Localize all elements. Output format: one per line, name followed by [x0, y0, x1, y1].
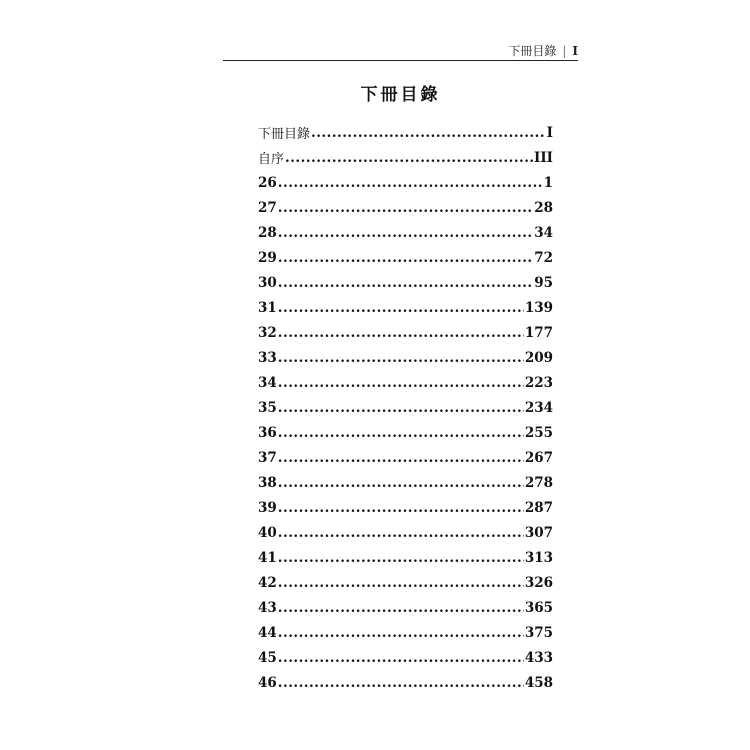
toc-entry-label: 27 [258, 199, 277, 216]
toc-leader-dots [278, 650, 524, 666]
toc-entry [258, 395, 553, 420]
toc-leader-dots [278, 500, 524, 516]
toc-leader-dots [278, 350, 524, 366]
toc-entry [258, 195, 553, 220]
toc-entry-label: 31 [258, 299, 277, 316]
toc-entry-page-number: 177 [524, 324, 553, 341]
toc-entry-label: 43 [258, 599, 277, 616]
toc-leader-dots [278, 425, 524, 441]
toc-entry-page-number: 307 [524, 524, 553, 541]
table-of-contents [258, 120, 553, 695]
page-title: 下冊目錄 [360, 85, 441, 105]
toc-entry-label: 29 [258, 249, 277, 266]
toc-entry [258, 320, 553, 345]
toc-leader-dots [311, 125, 546, 141]
toc-leader-dots [278, 275, 533, 291]
toc-entry-page-number: 234 [524, 399, 553, 416]
toc-leader-dots [278, 200, 533, 216]
toc-entry-page-number: 255 [524, 424, 553, 441]
running-header-title: 下冊目錄 [508, 44, 557, 58]
toc-entry-label: 34 [258, 374, 277, 391]
toc-entry-page-number: 209 [524, 349, 553, 366]
toc-leader-dots [278, 450, 524, 466]
toc-leader-dots [278, 375, 524, 391]
toc-entry-label: 36 [258, 424, 277, 441]
toc-entry-label: 38 [258, 474, 277, 491]
running-header-separator: | [562, 43, 567, 58]
toc-entry [258, 645, 553, 670]
toc-leader-dots [278, 475, 524, 491]
toc-leader-dots [278, 575, 524, 591]
toc-entry-page-number: III [534, 149, 553, 166]
toc-leader-dots [278, 625, 524, 641]
toc-entry [258, 470, 553, 495]
toc-leader-dots [278, 250, 533, 266]
toc-entry-page-number: 433 [524, 649, 553, 666]
toc-entry [258, 270, 553, 295]
toc-entry [258, 595, 553, 620]
toc-entry-page-number: 223 [524, 374, 553, 391]
toc-entry-page-number: 95 [534, 274, 553, 291]
toc-entry-page-number: 278 [524, 474, 553, 491]
toc-leader-dots [278, 525, 524, 541]
toc-entry-label: 28 [258, 224, 277, 241]
toc-entry [258, 620, 553, 645]
toc-entry [258, 520, 553, 545]
toc-entry [258, 245, 553, 270]
toc-leader-dots [278, 325, 524, 341]
toc-entry-page-number: 326 [524, 574, 553, 591]
toc-entry-label: 35 [258, 399, 277, 416]
toc-entry [258, 545, 553, 570]
toc-entry-label: 32 [258, 324, 277, 341]
toc-entry-page-number: 28 [534, 199, 553, 216]
toc-entry-page-number: 72 [534, 249, 553, 266]
toc-entry [258, 220, 553, 245]
toc-entry [258, 370, 553, 395]
toc-entry-page-number: 34 [534, 224, 553, 241]
toc-entry-label: 41 [258, 549, 277, 566]
toc-entry [258, 495, 553, 520]
toc-entry [258, 120, 553, 145]
toc-entry-page-number: 267 [524, 449, 553, 466]
toc-entry [258, 570, 553, 595]
toc-entry-page-number: 375 [524, 624, 553, 641]
running-header [223, 40, 578, 61]
toc-entry-page-number: 139 [524, 299, 553, 316]
toc-entry-page-number: 458 [524, 674, 553, 691]
toc-entry-label: 46 [258, 674, 277, 691]
toc-entry-label: 下冊目錄 [258, 127, 311, 142]
toc-entry [258, 445, 553, 470]
toc-entry [258, 670, 553, 695]
toc-entry-page-number: I [546, 124, 553, 141]
toc-entry-label: 45 [258, 649, 277, 666]
running-header-page-number: I [572, 43, 578, 58]
toc-entry-label: 39 [258, 499, 277, 516]
toc-leader-dots [278, 175, 543, 191]
toc-entry-page-number: 1 [543, 174, 553, 191]
toc-entry-label: 40 [258, 524, 277, 541]
toc-entry-label: 42 [258, 574, 277, 591]
toc-entry-label: 33 [258, 349, 277, 366]
toc-entry [258, 145, 553, 170]
toc-leader-dots [278, 600, 524, 616]
toc-entry-page-number: 365 [524, 599, 553, 616]
toc-entry-label: 37 [258, 449, 277, 466]
toc-leader-dots [278, 300, 524, 316]
toc-entry-page-number: 313 [524, 549, 553, 566]
toc-leader-dots [278, 400, 524, 416]
toc-leader-dots [278, 225, 533, 241]
toc-entry [258, 420, 553, 445]
toc-entry-label: 26 [258, 174, 277, 191]
toc-entry-page-number: 287 [524, 499, 553, 516]
toc-entry-label: 30 [258, 274, 277, 291]
toc-entry [258, 170, 553, 195]
toc-entry-label: 44 [258, 624, 277, 641]
toc-entry-label: 自序 [258, 152, 285, 167]
toc-leader-dots [278, 675, 524, 691]
toc-entry [258, 345, 553, 370]
toc-entry [258, 295, 553, 320]
running-header-text-group [508, 42, 578, 59]
toc-leader-dots [278, 550, 524, 566]
toc-leader-dots [285, 150, 533, 166]
